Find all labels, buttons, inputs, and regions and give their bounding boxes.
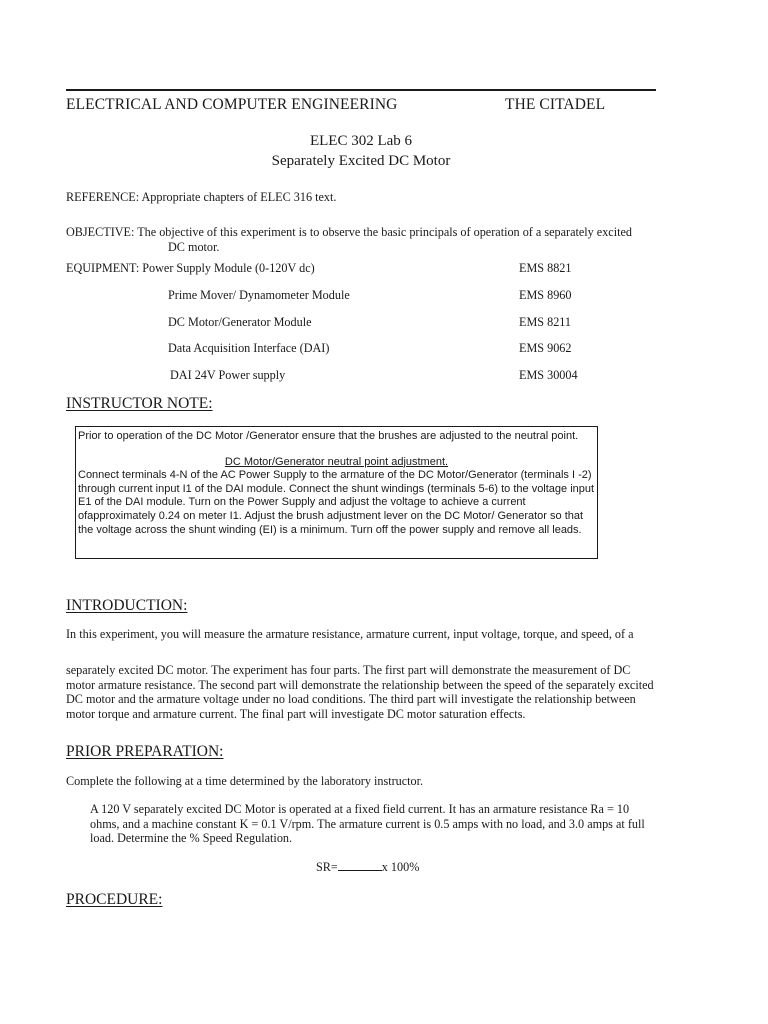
reference-line — [66, 190, 336, 205]
neutral-point-instructions: Connect terminals 4-N of the AC Power Supply to the armature of the DC Motor/Generator (terminals I -2) through current input I1 of the DAI module. Connect the shunt windings (terminals 5-6) to the voltage input E1 of the DAI module. Turn on the Power Supply and adjust the voltage to achieve a current ofapproximately 0.24 on meter I1. Adjust the brush adjustment lever on the DC Motor/ Generator so that the voltage across the shunt winding (EI) is a minimum. Turn off the power supply and remove all leads. — [78, 469, 595, 536]
equipment-item-code: EMS 9062 — [519, 341, 572, 355]
objective-label: OBJECTIVE — [66, 225, 131, 239]
formula-suffix: x 100% — [381, 860, 420, 874]
speed-regulation-problem: A 120 V separately excited DC Motor is operated at a fixed field current. It has an armature resistance Ra = 10 ohms, and a machine constant K = 0.1 V/rpm. The armature current is 0.5 amps with no load, and 3.0 amps at full load. Determine the % Speed Regulation. — [90, 802, 645, 845]
equipment-item-code: EMS 8960 — [519, 288, 572, 302]
instructor-note-first-line: Prior to operation of the DC Motor /Generator ensure that the brushes are adjusted to the neutral point. — [78, 430, 579, 442]
header-rule — [66, 89, 656, 91]
introduction-body: separately excited DC motor. The experiment has four parts. The first part will demonstrate the measurement of DC motor armature resistance. The second part will demonstrate the relationship between the speed of the separately excited DC motor and the armature voltage under no load conditions. The third part will investigate the relationship between motor torque and armature current. The final part will investigate DC motor saturation effects. — [66, 663, 654, 721]
equipment-item-name: Data Acquisition Interface (DAI) — [168, 341, 330, 355]
department-name: ELECTRICAL AND COMPUTER ENGINEERING — [66, 96, 398, 113]
equipment-item-code: EMS 8211 — [519, 315, 572, 329]
equipment-label: EQUIPMENT — [66, 261, 136, 275]
course-title: ELEC 302 Lab 6 — [309, 133, 413, 149]
objective-line — [66, 225, 632, 240]
instructor-note-box — [75, 426, 598, 559]
prior-preparation-heading: PRIOR PREPARATION: — [66, 743, 224, 760]
lab-subtitle: Separately Excited DC Motor — [271, 153, 451, 169]
objective-text: : The objective of this experiment is to observe the basic principals of operation of a separately excited — [131, 225, 632, 239]
neutral-point-subheading: DC Motor/Generator neutral point adjustment. — [224, 455, 449, 468]
equipment-item-code: EMS 8821 — [519, 261, 572, 275]
equipment-item-name: DC Motor/Generator Module — [168, 315, 312, 329]
speed-regulation-formula — [316, 860, 419, 875]
reference-label: REFERENCE — [66, 190, 136, 204]
formula-prefix: SR= — [316, 860, 338, 874]
instructor-note-heading: INSTRUCTOR NOTE: — [66, 395, 213, 412]
answer-blank[interactable] — [338, 861, 382, 871]
procedure-heading: PROCEDURE: — [66, 891, 163, 908]
equipment-item-name: Prime Mover/ Dynamometer Module — [168, 288, 350, 302]
school-name: THE CITADEL — [505, 96, 606, 113]
equipment-item-name: : Power Supply Module (0-120V dc) — [135, 261, 315, 275]
objective-continuation: DC motor. — [168, 240, 220, 254]
introduction-first-line: In this experiment, you will measure the armature resistance, armature current, input voltage, torque, and speed, of a — [66, 627, 634, 641]
reference-text: : Appropriate chapters of ELEC 316 text. — [135, 190, 337, 204]
equipment-line — [66, 261, 315, 276]
prior-preparation-intro: Complete the following at a time determined by the laboratory instructor. — [66, 774, 424, 788]
introduction-heading: INTRODUCTION: — [66, 597, 188, 614]
equipment-item-name: DAI 24V Power supply — [170, 368, 286, 382]
equipment-item-code: EMS 30004 — [519, 368, 578, 382]
